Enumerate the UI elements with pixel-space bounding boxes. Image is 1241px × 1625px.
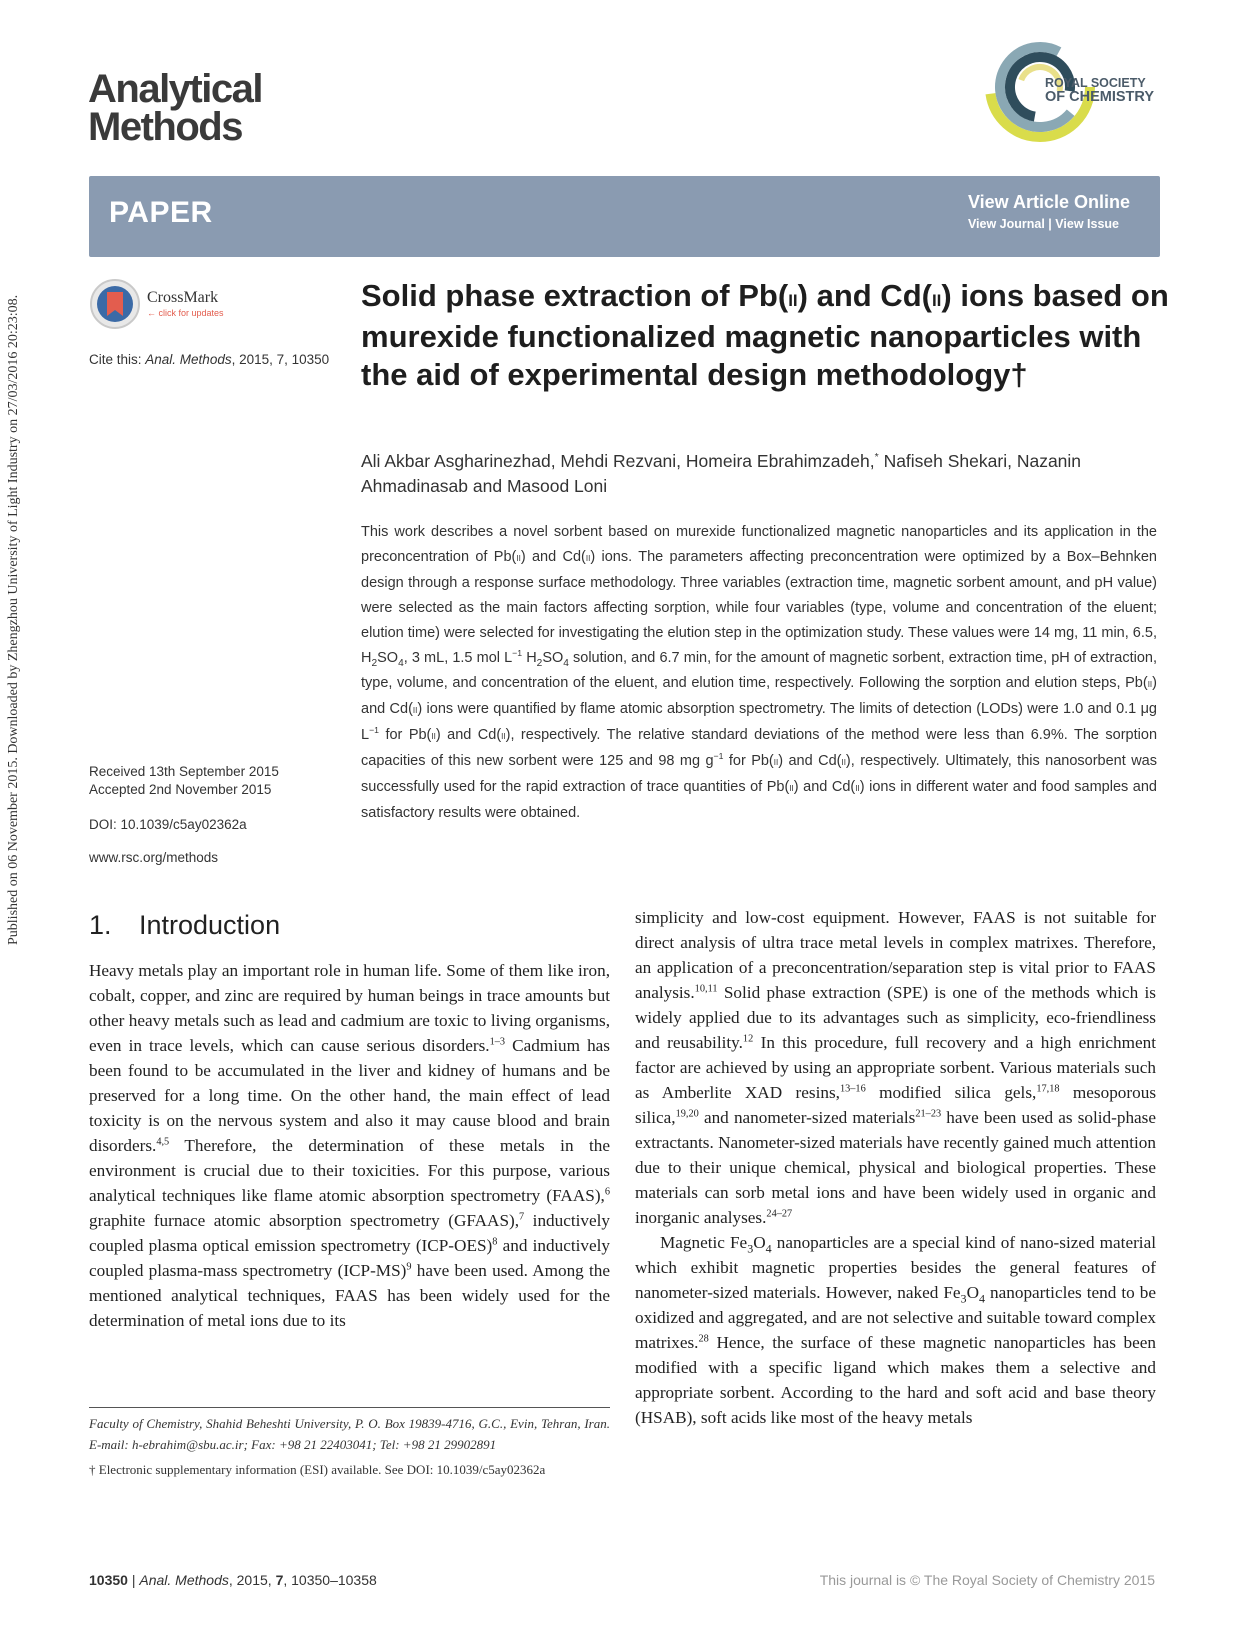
crossmark-name: CrossMark — [147, 289, 219, 306]
section-heading-introduction — [89, 910, 280, 941]
rsc-line1: ROYAL SOCIETY — [1045, 76, 1146, 90]
esi-footnote: † Electronic supplementary information (ESI) available. See DOI: 10.1039/c5ay02362a — [89, 1462, 546, 1477]
copyright-notice: This journal is © The Royal Society of Chemistry 2015 — [819, 1572, 1155, 1588]
view-journal-link[interactable]: View Journal — [967, 217, 1045, 231]
citation-ref[interactable]: 19,20 — [675, 1108, 699, 1120]
crossmark-label — [147, 289, 224, 318]
crossmark-sub: ← click for updates — [147, 308, 224, 318]
page-number: 10350 — [89, 1572, 128, 1588]
body-column-left — [89, 958, 610, 1333]
view-issue-link[interactable]: View Issue — [1055, 217, 1119, 231]
paragraph: simplicity and low-cost equipment. However, FAAS is not suitable for direct analysis of ultra trace metal levels in complex matrixes. Therefore, an application of a preconcentration/separation step is vital prior to FAAS analysis.$^{10,11}$ Solid phase extraction (SPE) is one of the methods which is widely applied due to its advantages such as simplicity, eco-friendliness and reusability.$^{12}$ In this procedure, full recovery and a high enrichment factor are achieved by using an appropriate sorbent. Various materials such as Amberlite XAD resins,$^{13-16}$ modified silica gels,$^{17,18}$ mesoporous silica,$^{19,20}$ and nanometer-sized materials$^{21-23}$ have been used as solid-phase extractants. Nanometer-sized materials have recently gained much attention due to their unique chemical, physical and biological properties. These materials can sorb metal ions and have been widely used in organic and inorganic analyses.$^{24-27}$ — [635, 908, 1157, 1227]
paragraph: Heavy metals play an important role in human life. Some of them like iron, cobalt, copper, and zinc are required by human beings in trace amounts but other heavy metals such as lead and cadmium are toxic to living organisms, even in trace levels, which can cause serious disorders.$^{1-3}$ Cadmium has been found to be accumulated in the liver and kidney of humans and be preserved for a long time. On the other hand, the main effect of lead toxicity is on the nervous system and also it may cause blood and brain disorders.$^{4,5}$ Therefore, the determination of these metals in the environment is crucial due to their toxicities. For this purpose, various analytical techniques like flame atomic absorption spectrometry (FAAS),$^6$ graphite furnace atomic absorption spectrometry (GFAAS),$^7$ inductively coupled plasma optical emission spectrometry $(ICP-OES)^8$ and inductively coupled plasma-mass spectrometry $(ICP-MS)^9$ have been used. Among the mentioned analytical techniques, FAAS has been widely used for the determination of metal ions due to its — [89, 961, 610, 1330]
paragraph: Magnetic $Fe_3O_4$ nanoparticles are a special kind of nano-sized material which exhibit magnetic properties besides the general features of nanometer-sized materials. However, naked $Fe_3O_4$ nanoparticles tend to be oxidized and aggregated, and are not selective and suitable toward complex matrixes.$^{28}$ Hence, the surface of these magnetic nanoparticles has been modified with a specific ligand which makes them a selective and appropriate sorbent. According to the hard and soft acid and base theory (HSAB), soft acids like most of the heavy metals — [635, 1233, 1156, 1427]
journal-url-link[interactable]: www.rsc.org/methods — [89, 850, 219, 865]
author-list: Ali Akbar Asgharinezhad, Mehdi Rezvani, Homeira Ebrahimzadeh,* Nafiseh Shekari, Nazanin Ahmadinasab and Masood Loni — [361, 451, 1082, 496]
body-column-right — [635, 905, 1156, 1430]
banner-links — [968, 192, 1130, 231]
link-separator: | — [1044, 217, 1056, 231]
view-article-online-link[interactable]: View Article Online — [967, 192, 1130, 212]
page-footer-citation: 10350 | Anal. Methods, 2015, 7, 10350–10358 — [89, 1572, 377, 1588]
cite-journal: Anal. Methods — [145, 352, 232, 367]
journal-name-line2: Methods — [88, 105, 242, 149]
article-type: PAPER — [109, 196, 213, 229]
publication-side-note: Published on 06 November 2015. Downloaded by Zhengzhou University of Light Industry on 27/03/2016 20:23:08. — [6, 294, 21, 946]
citation-ref[interactable]: 6 — [604, 1186, 610, 1198]
received-date: Received 13th September 2015 — [89, 764, 279, 779]
section-title: Introduction — [139, 910, 281, 940]
cite-this: Cite this: Anal. Methods, 2015, 7, 10350 — [89, 352, 330, 367]
citation-ref[interactable]: 12 — [742, 1033, 754, 1045]
citation-ref[interactable]: 8 — [492, 1236, 498, 1248]
citation-ref[interactable]: 9 — [406, 1261, 412, 1273]
article-title: Solid phase extraction of Pb(ii) and Cd(ii) ions based on murexide functionalized magnetic nanoparticles with the aid of experimental design methodology† — [361, 278, 1169, 392]
section-number: 1. — [89, 910, 112, 940]
citation-ref[interactable]: 28 — [698, 1333, 709, 1345]
banner-sublinks — [968, 217, 1130, 231]
journal-logo[interactable] — [88, 67, 262, 149]
citation-ref[interactable]: 24–27 — [766, 1208, 793, 1220]
rsc-wordmark — [1045, 76, 1154, 104]
abstract: This work describes a novel sorbent based on murexide functionalized magnetic nanoparticles and its application in the preconcentration of Pb(ii) and Cd(ii) ions. The parameters affecting preconcentration were optimized by a Box–Behnken design through a response surface methodology. Three variables (extraction time, magnetic sorbent amount, and pH value) were selected as the main factors affecting sorption, while four variables (type, volume and concentration of the eluent; elution time) were selected for investigating the elution step in the optimization study. These values were 14 mg, 11 min, 6.5, $H_2SO_4$, 3 mL, 1.5 mol $L^{-1}$ $H_2SO_4$ solution, and 6.7 min, for the amount of magnetic sorbent, extraction time, pH of extraction, type, volume, and concentration of the eluent, and elution time, respectively. Following the sorption and elution steps, Pb(ii) and Cd(ii) ions were quantified by flame atomic absorption spectrometry. The limits of detection (LODs) were 1.0 and 0.1 μg $L^{-1}$ for Pb(ii) and Cd(ii), respectively. The relative standard deviations of the method were less than 6.9%. The sorption capacities of this new sorbent were 125 and 98 mg $g^{-1}$ for Pb(ii) and Cd(ii), respectively. Ultimately, this nanosorbent was successfully used for the rapid extraction of trace quantities of Pb(ii) and Cd(ii) ions in different water and food samples and satisfactory results were obtained. — [361, 524, 1158, 821]
journal-name-line1: Analytical — [88, 67, 262, 111]
doi[interactable]: DOI: 10.1039/c5ay02362a — [89, 817, 247, 832]
rsc-line2: OF CHEMISTRY — [1045, 89, 1155, 105]
crossmark-icon — [89, 278, 141, 330]
crossmark-badge[interactable] — [89, 278, 249, 334]
affiliation-footnote: Faculty of Chemistry, Shahid Beheshti University, P. O. Box 19839-4716, G.C., Evin, Tehran, Iran. E-mail: h-ebrahim@sbu.ac.ir; Fax: +98 21 22403041; Tel: +98 21 29902891 — [89, 1416, 610, 1452]
footnotes — [89, 1413, 610, 1484]
citation-ref[interactable]: 7 — [519, 1211, 525, 1223]
citation-ref[interactable]: 21–23 — [915, 1108, 942, 1120]
article-dates — [89, 763, 279, 799]
citation-ref[interactable]: 10,11 — [694, 983, 718, 995]
footnote-divider — [89, 1407, 610, 1408]
corresponding-author-mark: * — [874, 451, 879, 464]
accepted-date: Accepted 2nd November 2015 — [89, 782, 272, 797]
citation-ref[interactable]: 1–3 — [489, 1036, 506, 1048]
citation-ref[interactable]: 13–16 — [839, 1083, 866, 1095]
citation-ref[interactable]: 17,18 — [1036, 1083, 1060, 1095]
article-type-banner — [89, 176, 1160, 257]
citation-ref[interactable]: 4,5 — [156, 1136, 170, 1148]
